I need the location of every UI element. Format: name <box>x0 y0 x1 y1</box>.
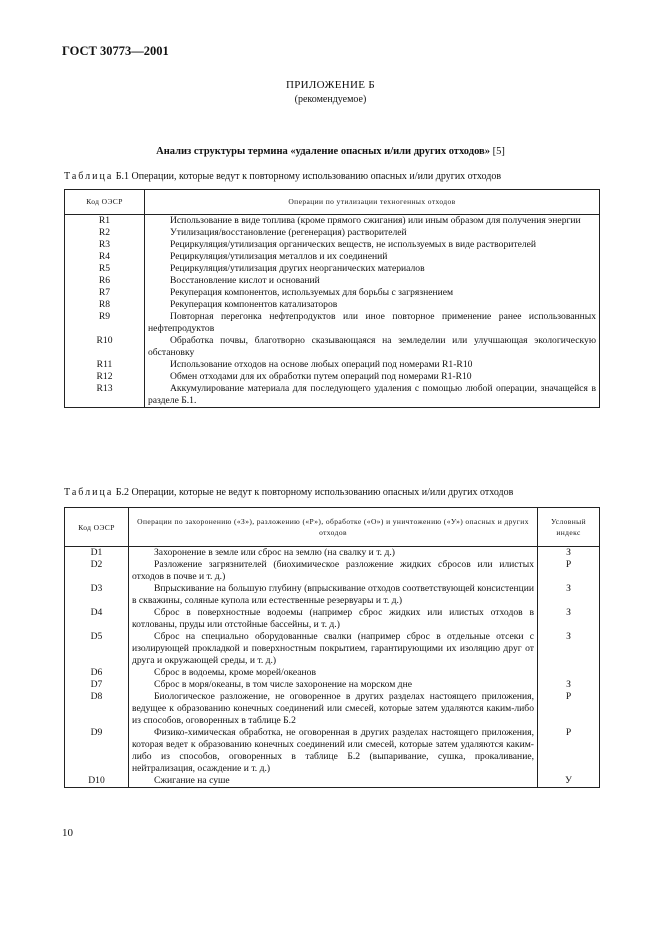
desc-cell: Утилизация/восстановление (регенерация) растворителей <box>145 227 600 239</box>
table2-header-code: Код ОЭСР <box>65 508 129 547</box>
table2-header-operations: Операции по захоронению («З»), разложению («Р»), обработке («О») и уничтожению («У») опасных и других отходов <box>129 508 538 547</box>
section-title <box>0 146 661 157</box>
idx-cell: Р <box>538 727 600 775</box>
code-cell: R12 <box>65 371 145 383</box>
table-row <box>65 335 600 359</box>
table1-header-code: Код ОЭСР <box>65 190 145 215</box>
code-cell: R13 <box>65 383 145 408</box>
appendix-subtitle: (рекомендуемое) <box>294 94 367 105</box>
code-cell: R10 <box>65 335 145 359</box>
desc-cell: Физико-химическая обработка, не оговоренная в других разделах настоящего приложения, которая ведет к образованию конечных соединений или смесей, которые затем удаляются каким-либо из способов, оговоренных в таблице Б.2 (выпаривание, сушка, прокаливание, нейтрализация, осаждение и т. д.) <box>129 727 538 775</box>
desc-cell: Восстановление кислот и оснований <box>145 275 600 287</box>
desc-cell: Рециркуляция/утилизация металлов и их соединений <box>145 251 600 263</box>
desc-cell: Сжигание на суше <box>129 775 538 788</box>
code-cell: R6 <box>65 275 145 287</box>
desc-cell: Сброс в моря/океаны, в том числе захоронение на морском дне <box>129 679 538 691</box>
code-cell: R8 <box>65 299 145 311</box>
idx-cell: Р <box>538 559 600 583</box>
code-cell: R9 <box>65 311 145 335</box>
desc-cell: Разложение загрязнителей (биохимическое разложение жидких сбросов или илистых отходов в почве и т. д.) <box>129 559 538 583</box>
table-row <box>65 667 600 679</box>
code-cell: D9 <box>65 727 129 775</box>
desc-cell: Повторная перегонка нефтепродуктов или иное повторное применение ранее использованных нефтепродуктов <box>145 311 600 335</box>
idx-cell: З <box>538 679 600 691</box>
code-cell: D1 <box>65 547 129 560</box>
desc-cell: Впрыскивание на большую глубину (впрыскивание отходов соответствующей консистенции в скважины, соляные купола или естественные резервуары и т. д.) <box>129 583 538 607</box>
code-cell: R3 <box>65 239 145 251</box>
table-row <box>65 359 600 371</box>
table-row <box>65 547 600 560</box>
table-row <box>65 607 600 631</box>
table-row <box>65 251 600 263</box>
code-cell: D2 <box>65 559 129 583</box>
table-b2 <box>64 507 600 788</box>
idx-cell: З <box>538 607 600 631</box>
idx-cell: З <box>538 547 600 560</box>
table2-header-index: Условный индекс <box>538 508 600 547</box>
table-row <box>65 287 600 299</box>
table-row <box>65 559 600 583</box>
idx-cell <box>538 667 600 679</box>
page-number: 10 <box>62 827 73 839</box>
table2-caption-label: Таблица <box>64 487 114 498</box>
desc-cell: Аккумулирование материала для последующего удаления с помощью любой операции, значащейся в разделе Б.1. <box>145 383 600 408</box>
code-cell: D8 <box>65 691 129 727</box>
code-cell: D5 <box>65 631 129 667</box>
desc-cell: Использование в виде топлива (кроме прямого сжигания) или иным образом для получения энергии <box>145 215 600 228</box>
code-cell: D7 <box>65 679 129 691</box>
table-row <box>65 383 600 408</box>
table-row <box>65 583 600 607</box>
table-row <box>65 371 600 383</box>
idx-cell: Р <box>538 691 600 727</box>
code-cell: D4 <box>65 607 129 631</box>
table-row <box>65 691 600 727</box>
desc-cell: Рекуперация компонентов катализаторов <box>145 299 600 311</box>
desc-cell: Рециркуляция/утилизация других неорганических материалов <box>145 263 600 275</box>
desc-cell: Захоронение в земле или сброс на землю (на свалку и т. д.) <box>129 547 538 560</box>
table1-caption <box>64 171 501 182</box>
desc-cell: Сброс на специально оборудованные свалки (например сброс в отдельные отсеки с изолирующей прокладкой и поверхностным покрытием, гарантирующими их изоляцию друг от друга и окружающей среды, и т. д.) <box>129 631 538 667</box>
table2-body <box>65 547 600 788</box>
section-reference: [5] <box>489 146 505 157</box>
appendix-title: ПРИЛОЖЕНИЕ Б <box>286 79 375 91</box>
table-row <box>65 631 600 667</box>
table-row <box>65 311 600 335</box>
desc-cell: Обработка почвы, благотворно сказывающаяся на земледелии или улучшающая экологическую обстановку <box>145 335 600 359</box>
table2-caption <box>64 487 513 498</box>
document-code: ГОСТ 30773—2001 <box>62 44 169 58</box>
code-cell: R5 <box>65 263 145 275</box>
desc-cell: Сброс в водоемы, кроме морей/океанов <box>129 667 538 679</box>
table1-body <box>65 215 600 408</box>
code-cell: R2 <box>65 227 145 239</box>
code-cell: R4 <box>65 251 145 263</box>
table-row <box>65 679 600 691</box>
table1-header-operations: Операции по утилизации техногенных отходов <box>145 190 600 215</box>
desc-cell: Использование отходов на основе любых операций под номерами R1-R10 <box>145 359 600 371</box>
table2-caption-text: Б.2 Операции, которые не ведут к повторному использованию опасных и/или других отходов <box>113 487 514 498</box>
idx-cell: З <box>538 583 600 607</box>
idx-cell: З <box>538 631 600 667</box>
code-cell: D3 <box>65 583 129 607</box>
code-cell: R1 <box>65 215 145 228</box>
desc-cell: Биологическое разложение, не оговоренное в других разделах настоящего приложения, ведущее к образованию конечных соединений или смесей, которые затем удаляются каким-либо из способов, оговоренных в таблице Б.2 <box>129 691 538 727</box>
table-row <box>65 239 600 251</box>
code-cell: D10 <box>65 775 129 788</box>
table-row <box>65 775 600 788</box>
table-row <box>65 215 600 228</box>
table1-caption-label: Таблица <box>64 171 114 182</box>
table-b1 <box>64 189 600 408</box>
code-cell: D6 <box>65 667 129 679</box>
table-row <box>65 227 600 239</box>
desc-cell: Сброс в поверхностные водоемы (например сброс жидких или илистых отходов в котлованы, пруды или отстойные бассейны, и т. д.) <box>129 607 538 631</box>
desc-cell: Рециркуляция/утилизация органических веществ, не используемых в виде растворителей <box>145 239 600 251</box>
desc-cell: Рекуперация компонентов, используемых для борьбы с загрязнением <box>145 287 600 299</box>
idx-cell: У <box>538 775 600 788</box>
table-row <box>65 275 600 287</box>
desc-cell: Обмен отходами для их обработки путем операций под номерами R1-R10 <box>145 371 600 383</box>
code-cell: R11 <box>65 359 145 371</box>
table-row <box>65 263 600 275</box>
table-row <box>65 299 600 311</box>
table1-caption-text: Б.1 Операции, которые ведут к повторному использованию опасных и/или других отходов <box>113 171 502 182</box>
code-cell: R7 <box>65 287 145 299</box>
section-title-text: Анализ структуры термина «удаление опасных и/или других отходов» <box>156 146 490 157</box>
table-row <box>65 727 600 775</box>
